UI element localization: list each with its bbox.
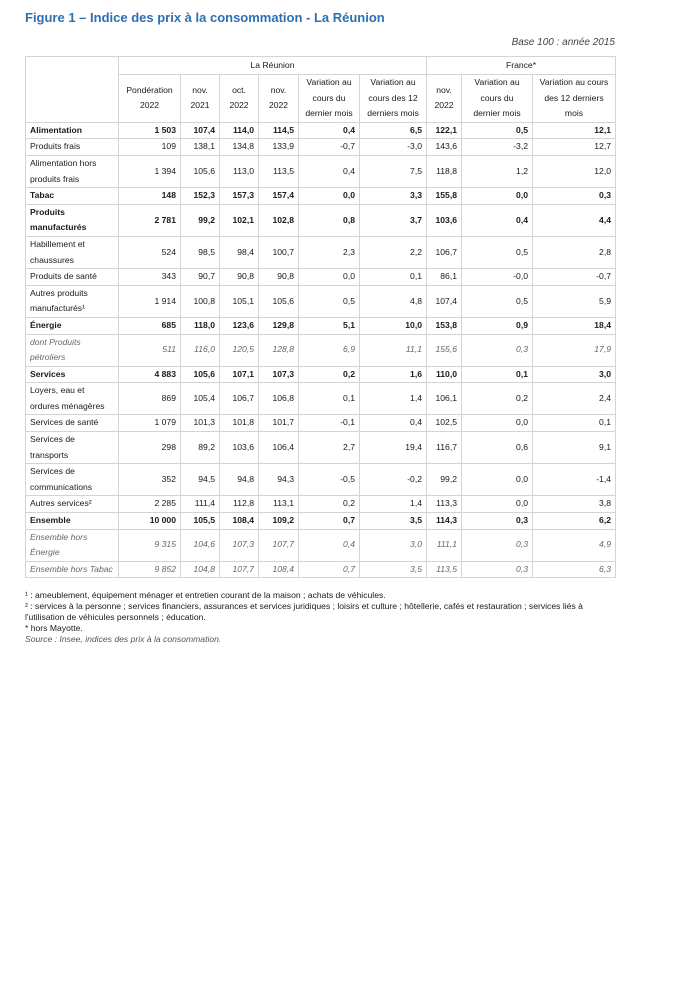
value-cell: 0,0 xyxy=(462,464,533,496)
value-cell: 113,5 xyxy=(427,561,462,578)
table-row xyxy=(26,269,616,286)
value-cell: 0,6 xyxy=(462,432,533,464)
value-cell: 90,7 xyxy=(181,269,220,286)
value-cell: 107,1 xyxy=(220,366,259,383)
value-cell: 6,3 xyxy=(533,561,616,578)
value-cell: 120,5 xyxy=(220,334,259,366)
value-cell: 94,3 xyxy=(259,464,299,496)
table-row xyxy=(26,464,616,496)
value-cell: 0,4 xyxy=(299,529,360,561)
value-cell: 89,2 xyxy=(181,432,220,464)
row-label: Services xyxy=(26,366,119,383)
table-row xyxy=(26,383,616,415)
value-cell: 0,3 xyxy=(462,561,533,578)
value-cell: 107,4 xyxy=(181,122,220,139)
value-cell: 0,2 xyxy=(299,366,360,383)
value-cell: 0,0 xyxy=(462,415,533,432)
value-cell: 1,2 xyxy=(462,155,533,187)
value-cell: 0,0 xyxy=(462,188,533,205)
value-cell: 11,1 xyxy=(360,334,427,366)
value-cell: 0,9 xyxy=(462,317,533,334)
value-cell: 103,6 xyxy=(427,204,462,236)
value-cell: 107,7 xyxy=(220,561,259,578)
value-cell: 0,1 xyxy=(533,415,616,432)
value-cell: 298 xyxy=(119,432,181,464)
value-cell: 114,3 xyxy=(427,513,462,530)
value-cell: 9 315 xyxy=(119,529,181,561)
value-cell: 109 xyxy=(119,139,181,156)
footnote-2: ² : services à la personne ; services financiers, assurances et services juridiques ; loisirs et culture ; hôtellerie, cafés et restauration ; services liés à l'utilisation de véhicules personnels ; éducation. xyxy=(25,601,583,622)
value-cell: 0,1 xyxy=(360,269,427,286)
value-cell: 111,4 xyxy=(181,496,220,513)
value-cell: 113,3 xyxy=(427,496,462,513)
row-label: Produits frais xyxy=(26,139,119,156)
value-cell: 103,6 xyxy=(220,432,259,464)
row-label: Alimentation hors produits frais xyxy=(26,155,119,187)
footnote-france: * hors Mayotte. xyxy=(25,623,83,633)
base-note: Base 100 : année 2015 xyxy=(511,37,615,48)
table-row xyxy=(26,334,616,366)
value-cell: 100,8 xyxy=(181,285,220,317)
value-cell: 7,5 xyxy=(360,155,427,187)
value-cell: 1,6 xyxy=(360,366,427,383)
value-cell: 148 xyxy=(119,188,181,205)
column-header: nov. 2022 xyxy=(427,75,462,123)
row-label: Loyers, eau et ordures ménagères xyxy=(26,383,119,415)
value-cell: 105,6 xyxy=(259,285,299,317)
value-cell: 123,6 xyxy=(220,317,259,334)
value-cell: 3,8 xyxy=(533,496,616,513)
value-cell: 1,4 xyxy=(360,496,427,513)
value-cell: 98,4 xyxy=(220,236,259,268)
value-cell: 9 852 xyxy=(119,561,181,578)
row-label: Produits de santé xyxy=(26,269,119,286)
value-cell: 0,5 xyxy=(462,236,533,268)
value-cell: 108,4 xyxy=(220,513,259,530)
value-cell: 1 394 xyxy=(119,155,181,187)
row-label: Autres produits manufacturés¹ xyxy=(26,285,119,317)
value-cell: 0,1 xyxy=(299,383,360,415)
value-cell: 101,7 xyxy=(259,415,299,432)
value-cell: 3,7 xyxy=(360,204,427,236)
value-cell: 6,2 xyxy=(533,513,616,530)
value-cell: 0,5 xyxy=(462,122,533,139)
value-cell: -1,4 xyxy=(533,464,616,496)
table-row xyxy=(26,366,616,383)
value-cell: 104,8 xyxy=(181,561,220,578)
value-cell: 1 079 xyxy=(119,415,181,432)
value-cell: 106,7 xyxy=(427,236,462,268)
value-cell: 524 xyxy=(119,236,181,268)
value-cell: 9,1 xyxy=(533,432,616,464)
value-cell: 4,4 xyxy=(533,204,616,236)
table-row xyxy=(26,188,616,205)
value-cell: 3,5 xyxy=(360,513,427,530)
value-cell: 0,2 xyxy=(462,383,533,415)
value-cell: 90,8 xyxy=(220,269,259,286)
row-label: Services de communications xyxy=(26,464,119,496)
value-cell: -3,2 xyxy=(462,139,533,156)
value-cell: 102,5 xyxy=(427,415,462,432)
value-cell: 2,7 xyxy=(299,432,360,464)
value-cell: 118,0 xyxy=(181,317,220,334)
value-cell: 109,2 xyxy=(259,513,299,530)
column-header: nov. 2021 xyxy=(181,75,220,123)
row-label: Services de santé xyxy=(26,415,119,432)
value-cell: 3,3 xyxy=(360,188,427,205)
value-cell: 104,6 xyxy=(181,529,220,561)
value-cell: 352 xyxy=(119,464,181,496)
row-label: Services de transports xyxy=(26,432,119,464)
column-header: Variation au cours des 12 derniers mois xyxy=(533,75,616,123)
value-cell: 105,6 xyxy=(181,366,220,383)
table-row xyxy=(26,204,616,236)
value-cell: 0,4 xyxy=(299,155,360,187)
value-cell: 1,4 xyxy=(360,383,427,415)
group-header-france: France* xyxy=(427,57,616,75)
value-cell: 2 781 xyxy=(119,204,181,236)
value-cell: 5,1 xyxy=(299,317,360,334)
value-cell: -0,2 xyxy=(360,464,427,496)
row-label: Autres services² xyxy=(26,496,119,513)
value-cell: 116,0 xyxy=(181,334,220,366)
value-cell: 3,5 xyxy=(360,561,427,578)
value-cell: 116,7 xyxy=(427,432,462,464)
value-cell: 0,4 xyxy=(299,122,360,139)
row-label: Produits manufacturés xyxy=(26,204,119,236)
column-header: oct. 2022 xyxy=(220,75,259,123)
value-cell: -0,7 xyxy=(533,269,616,286)
value-cell: 2,8 xyxy=(533,236,616,268)
value-cell: 3,0 xyxy=(533,366,616,383)
value-cell: 134,8 xyxy=(220,139,259,156)
value-cell: 343 xyxy=(119,269,181,286)
row-label: Ensemble hors Énergie xyxy=(26,529,119,561)
value-cell: 10,0 xyxy=(360,317,427,334)
value-cell: 106,1 xyxy=(427,383,462,415)
value-cell: 99,2 xyxy=(427,464,462,496)
table-row xyxy=(26,285,616,317)
value-cell: 102,8 xyxy=(259,204,299,236)
value-cell: 114,5 xyxy=(259,122,299,139)
table-row xyxy=(26,496,616,513)
table-row xyxy=(26,415,616,432)
value-cell: 17,9 xyxy=(533,334,616,366)
table-row xyxy=(26,529,616,561)
value-cell: 0,0 xyxy=(462,496,533,513)
value-cell: 122,1 xyxy=(427,122,462,139)
value-cell: 155,8 xyxy=(427,188,462,205)
value-cell: 110,0 xyxy=(427,366,462,383)
row-label: Énergie xyxy=(26,317,119,334)
value-cell: 129,8 xyxy=(259,317,299,334)
value-cell: 869 xyxy=(119,383,181,415)
value-cell: 118,8 xyxy=(427,155,462,187)
value-cell: 4 883 xyxy=(119,366,181,383)
column-header: Variation au cours des 12 derniers mois xyxy=(360,75,427,123)
column-header: Variation au cours du dernier mois xyxy=(299,75,360,123)
value-cell: 19,4 xyxy=(360,432,427,464)
row-label: Ensemble hors Tabac xyxy=(26,561,119,578)
value-cell: 105,6 xyxy=(181,155,220,187)
value-cell: 114,0 xyxy=(220,122,259,139)
table-row xyxy=(26,317,616,334)
value-cell: 113,1 xyxy=(259,496,299,513)
value-cell: 101,8 xyxy=(220,415,259,432)
value-cell: 107,7 xyxy=(259,529,299,561)
cpi-table xyxy=(25,56,616,578)
value-cell: 107,4 xyxy=(427,285,462,317)
value-cell: 105,4 xyxy=(181,383,220,415)
footnotes xyxy=(25,590,615,645)
value-cell: -3,0 xyxy=(360,139,427,156)
value-cell: 3,0 xyxy=(360,529,427,561)
value-cell: 153,8 xyxy=(427,317,462,334)
value-cell: 0,8 xyxy=(299,204,360,236)
value-cell: 138,1 xyxy=(181,139,220,156)
value-cell: 2,4 xyxy=(533,383,616,415)
value-cell: 12,7 xyxy=(533,139,616,156)
value-cell: 99,2 xyxy=(181,204,220,236)
value-cell: 157,4 xyxy=(259,188,299,205)
row-label: Ensemble xyxy=(26,513,119,530)
value-cell: 94,5 xyxy=(181,464,220,496)
value-cell: 0,2 xyxy=(299,496,360,513)
value-cell: -0,7 xyxy=(299,139,360,156)
value-cell: 12,1 xyxy=(533,122,616,139)
value-cell: 12,0 xyxy=(533,155,616,187)
value-cell: 0,0 xyxy=(299,188,360,205)
corner-header-cell xyxy=(26,57,119,123)
value-cell: 112,8 xyxy=(220,496,259,513)
row-label: dont Produits pétroliers xyxy=(26,334,119,366)
value-cell: 0,7 xyxy=(299,561,360,578)
value-cell: 685 xyxy=(119,317,181,334)
value-cell: 6,9 xyxy=(299,334,360,366)
value-cell: 4,9 xyxy=(533,529,616,561)
value-cell: 1 914 xyxy=(119,285,181,317)
value-cell: 128,8 xyxy=(259,334,299,366)
table-row xyxy=(26,561,616,578)
table-row xyxy=(26,139,616,156)
figure-title: Figure 1 – Indice des prix à la consommation - La Réunion xyxy=(25,10,385,25)
value-cell: -0,5 xyxy=(299,464,360,496)
value-cell: 101,3 xyxy=(181,415,220,432)
value-cell: 90,8 xyxy=(259,269,299,286)
source-note: Source : Insee, indices des prix à la consommation. xyxy=(25,634,222,644)
value-cell: 0,5 xyxy=(299,285,360,317)
footnote-1: ¹ : ameublement, équipement ménager et entretien courant de la maison ; achats de véhicules. xyxy=(25,590,386,600)
value-cell: 106,8 xyxy=(259,383,299,415)
value-cell: 100,7 xyxy=(259,236,299,268)
value-cell: 0,4 xyxy=(462,204,533,236)
value-cell: 107,3 xyxy=(259,366,299,383)
column-header: Pondération 2022 xyxy=(119,75,181,123)
group-header-reunion: La Réunion xyxy=(119,57,427,75)
row-label: Tabac xyxy=(26,188,119,205)
table-row xyxy=(26,236,616,268)
value-cell: 2,3 xyxy=(299,236,360,268)
value-cell: 0,3 xyxy=(462,529,533,561)
value-cell: 1 503 xyxy=(119,122,181,139)
value-cell: 0,4 xyxy=(360,415,427,432)
value-cell: 6,5 xyxy=(360,122,427,139)
value-cell: 105,1 xyxy=(220,285,259,317)
row-label: Habillement et chaussures xyxy=(26,236,119,268)
value-cell: 0,5 xyxy=(462,285,533,317)
value-cell: 0,0 xyxy=(299,269,360,286)
value-cell: -0,1 xyxy=(299,415,360,432)
value-cell: 106,4 xyxy=(259,432,299,464)
value-cell: 133,9 xyxy=(259,139,299,156)
value-cell: 0,1 xyxy=(462,366,533,383)
value-cell: -0,0 xyxy=(462,269,533,286)
value-cell: 155,6 xyxy=(427,334,462,366)
column-header: nov. 2022 xyxy=(259,75,299,123)
value-cell: 102,1 xyxy=(220,204,259,236)
table-row xyxy=(26,432,616,464)
table-body xyxy=(26,122,616,578)
value-cell: 5,9 xyxy=(533,285,616,317)
value-cell: 4,8 xyxy=(360,285,427,317)
value-cell: 111,1 xyxy=(427,529,462,561)
value-cell: 107,3 xyxy=(220,529,259,561)
table-row xyxy=(26,122,616,139)
value-cell: 10 000 xyxy=(119,513,181,530)
table-row xyxy=(26,155,616,187)
value-cell: 152,3 xyxy=(181,188,220,205)
table-row xyxy=(26,513,616,530)
value-cell: 113,0 xyxy=(220,155,259,187)
value-cell: 157,3 xyxy=(220,188,259,205)
value-cell: 94,8 xyxy=(220,464,259,496)
value-cell: 106,7 xyxy=(220,383,259,415)
value-cell: 108,4 xyxy=(259,561,299,578)
value-cell: 2 285 xyxy=(119,496,181,513)
value-cell: 0,7 xyxy=(299,513,360,530)
value-cell: 511 xyxy=(119,334,181,366)
value-cell: 2,2 xyxy=(360,236,427,268)
row-label: Alimentation xyxy=(26,122,119,139)
value-cell: 98,5 xyxy=(181,236,220,268)
value-cell: 18,4 xyxy=(533,317,616,334)
value-cell: 0,3 xyxy=(462,334,533,366)
value-cell: 143,6 xyxy=(427,139,462,156)
column-header: Variation au cours du dernier mois xyxy=(462,75,533,123)
value-cell: 0,3 xyxy=(462,513,533,530)
value-cell: 0,3 xyxy=(533,188,616,205)
value-cell: 86,1 xyxy=(427,269,462,286)
value-cell: 113,5 xyxy=(259,155,299,187)
value-cell: 105,5 xyxy=(181,513,220,530)
